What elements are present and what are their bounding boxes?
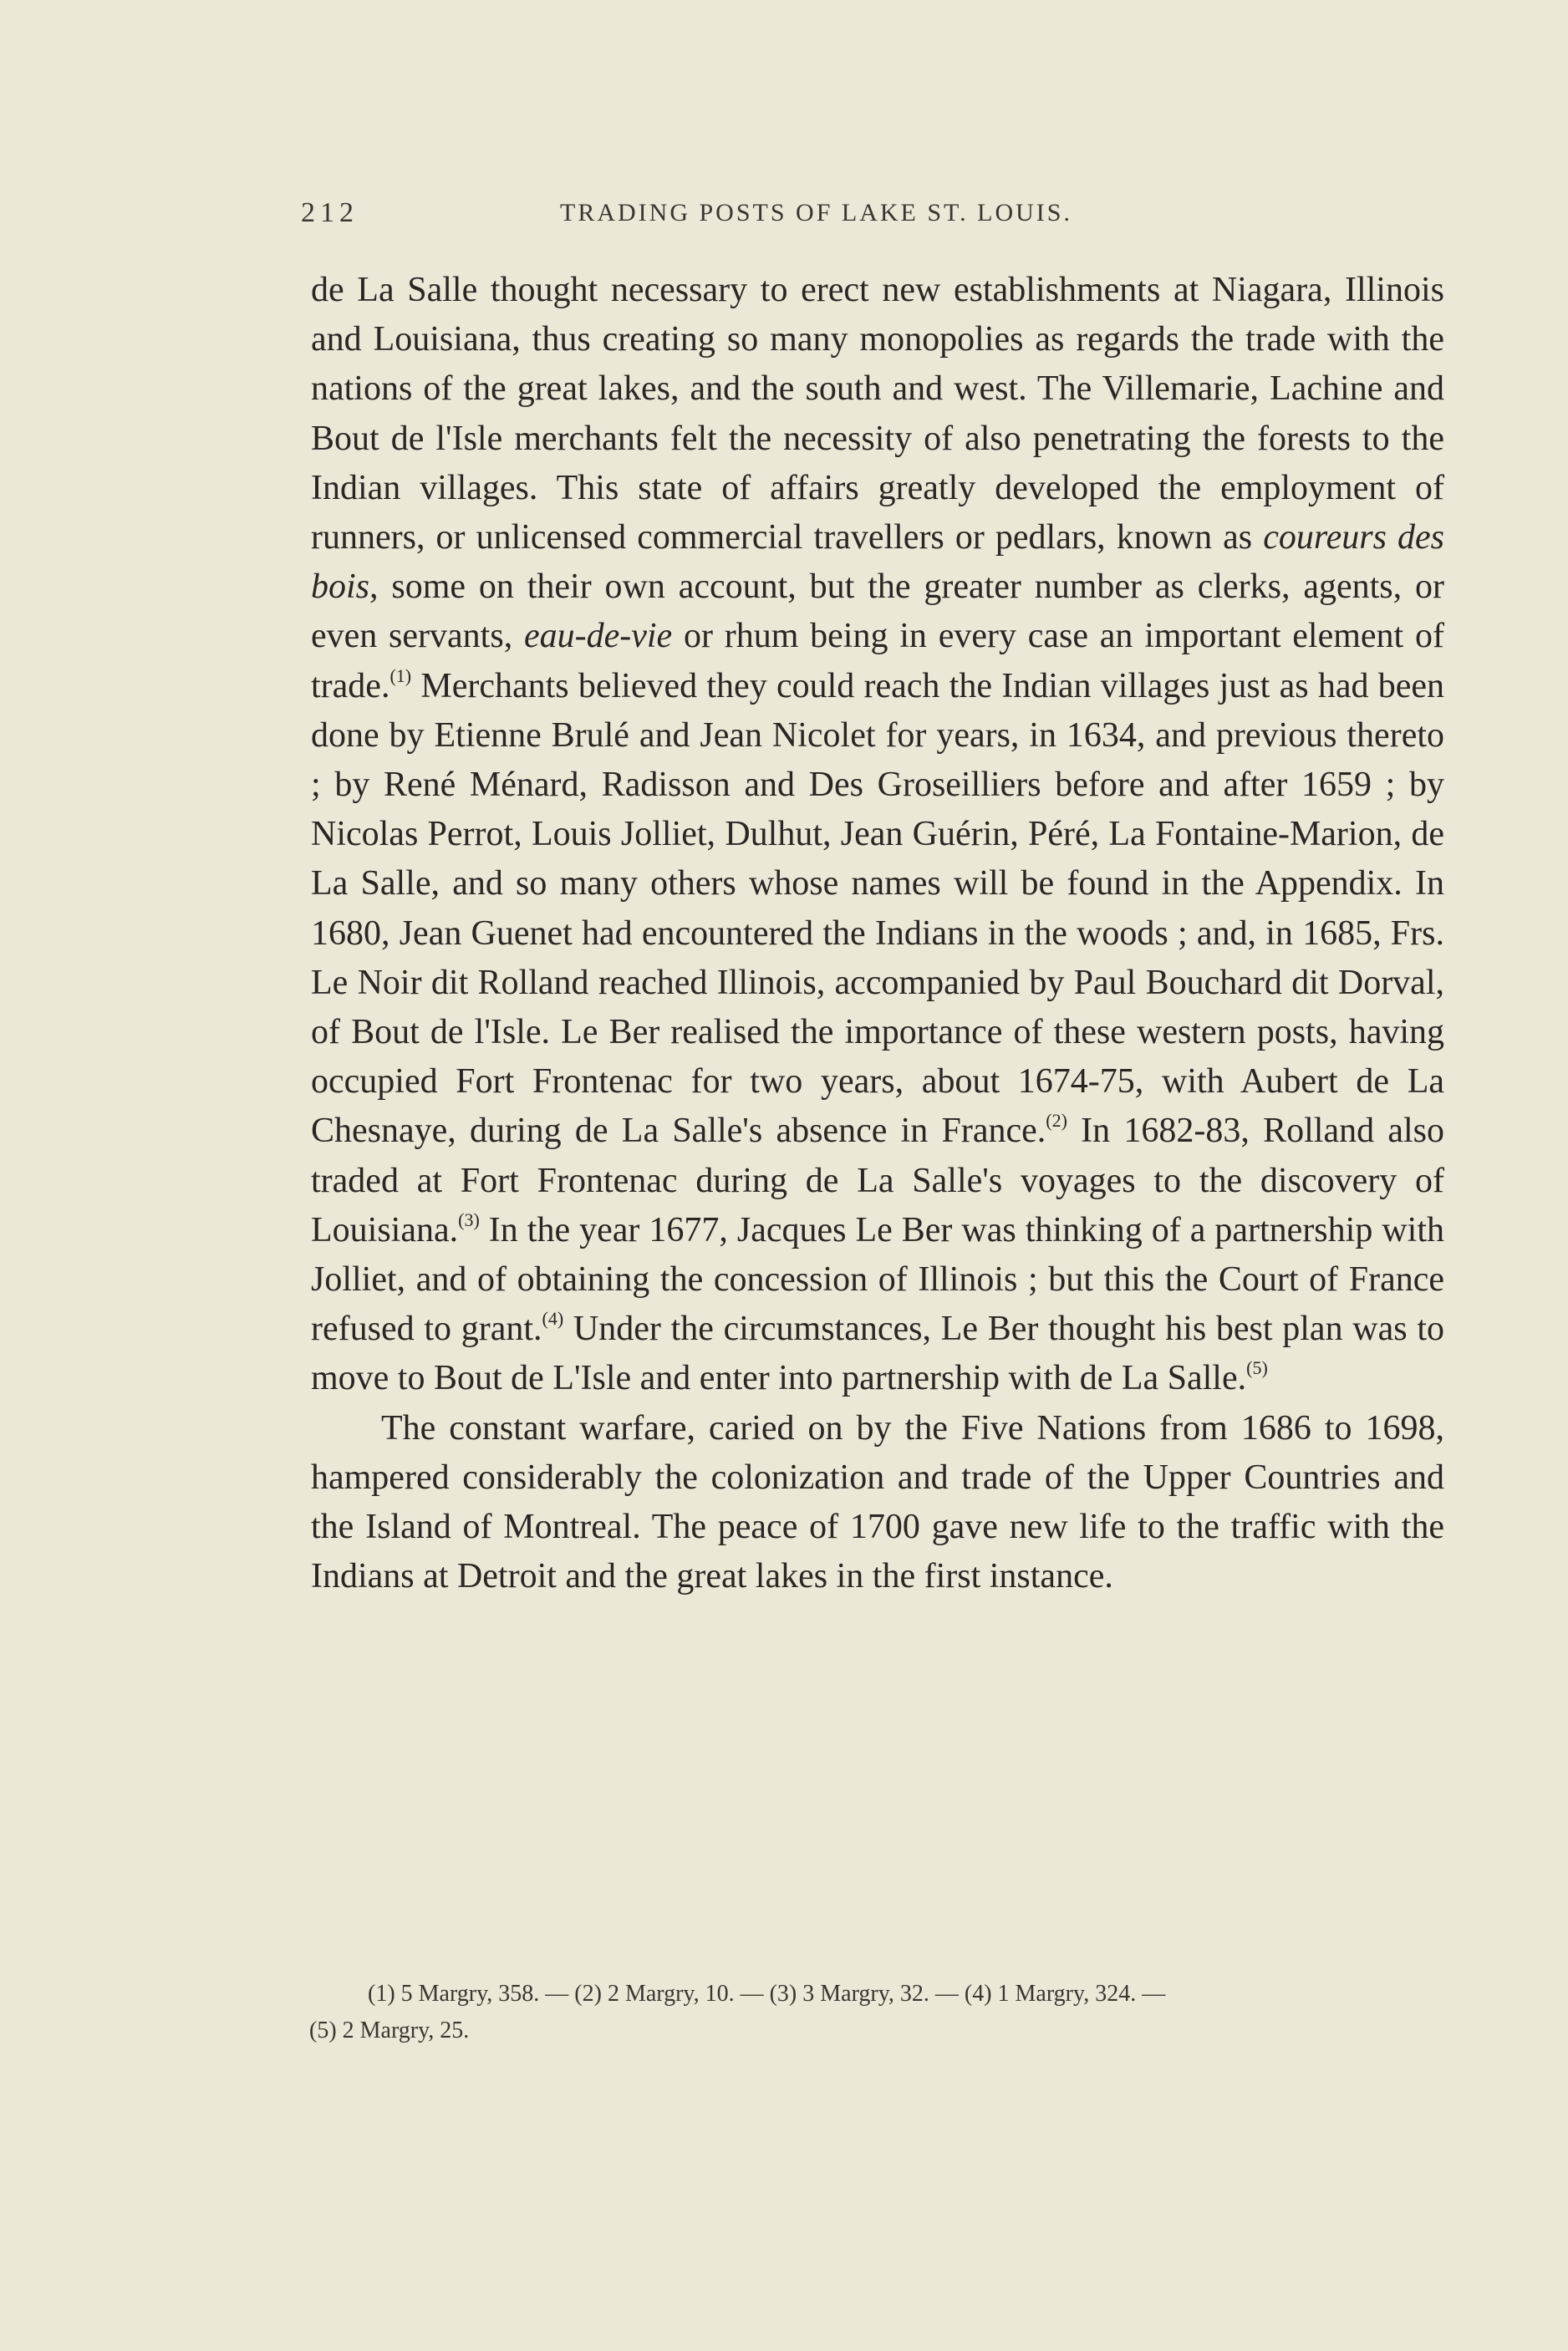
- text-run: Merchants believed they could reach the Indian villages just as had been done by Etienne Brulé and Jean Nicolet for years, in 1634, and previous thereto ; by René Ménard, Radisson and Des Groseilliers before and after 1659 ; by Nicolas Perrot, Louis Jolliet, Dulhut, Jean Guérin, Péré, La Fontaine-Marion, de La Salle, and so many others whose names will be found in the Appendix. In 1680, Jean Guenet had encountered the Indians in the woods ; and, in 1685, Frs. Le Noir dit Rolland reached Illinois, accompanied by Paul Bouchard dit Dorval, of Bout de l'Isle. Le Ber realised the importance of these western posts, having occupied Fort Frontenac for two years, about 1674-75, with Aubert de La Chesnaye, during de La Salle's absence in France.: [311, 666, 1444, 1151]
- paragraph-1: [311, 266, 1444, 1404]
- paragraph-2: The constant warfare, caried on by the Five Nations from 1686 to 1698, hampered considerably the colonization and trade of the Upper Countries and the Island of Montreal. The peace of 1700 gave new life to the traffic with the Indians at Detroit and the great lakes in the first instance.: [311, 1408, 1444, 1596]
- text-run: , some on their own account, but the greater number as clerks, agents, or even servants,: [311, 567, 1444, 656]
- footnote-ref-5[interactable]: (5): [1246, 1357, 1268, 1379]
- footnote-ref-1[interactable]: (1): [389, 664, 412, 686]
- body-text: [311, 266, 1444, 1601]
- text-run: Under the circumstances, Le Ber thought his best plan was to move to Bout de L'Isle and enter into partnership with de La Salle.: [311, 1310, 1444, 1398]
- text-run: or rhum being in every case an important element of trade.: [311, 617, 1444, 705]
- footnote-line-1: (1) 5 Margry, 358. — (2) 2 Margry, 10. — (3) 3 Margry, 32. — (4) 1 Margry, 324. —: [368, 1981, 1166, 2007]
- footnotes: [309, 1976, 1446, 2049]
- italic-term: eau-de-vie: [523, 617, 673, 656]
- page-number: 212: [301, 197, 359, 228]
- italic-term: coureurs des bois: [311, 518, 1444, 607]
- footnote-ref-4[interactable]: (4): [542, 1308, 564, 1330]
- text-run: In 1682-83, Rolland also traded at Fort Frontenac during de La Salle's voyages to the discovery of Louisiana.: [311, 1112, 1445, 1249]
- text-run: In the year 1677, Jacques Le Ber was thinking of a partnership with Jolliet, and of obtaining the concession of Illinois ; but this the Court of France refused to grant.: [311, 1210, 1444, 1349]
- running-title: TRADING POSTS OF LAKE ST. LOUIS.: [560, 199, 1072, 226]
- text-run: de La Salle thought necessary to erect new establishments at Niagara, Illinois and Louisiana, thus creating so many monopolies as regards the trade with the nations of the great lakes, and the south and west. The Villemarie, Lachine and Bout de l'Isle merchants felt the necessity of also penetrating the forests to the Indian villages. This state of affairs greatly developed the employment of runners, or unlicensed commercial travellers or pedlars, known as: [311, 271, 1444, 557]
- footnote-ref-2[interactable]: (2): [1046, 1110, 1067, 1132]
- footnote-line-2: (5) 2 Margry, 25.: [309, 2018, 470, 2043]
- footnote-ref-3[interactable]: (3): [458, 1209, 480, 1230]
- running-head: [301, 197, 1446, 239]
